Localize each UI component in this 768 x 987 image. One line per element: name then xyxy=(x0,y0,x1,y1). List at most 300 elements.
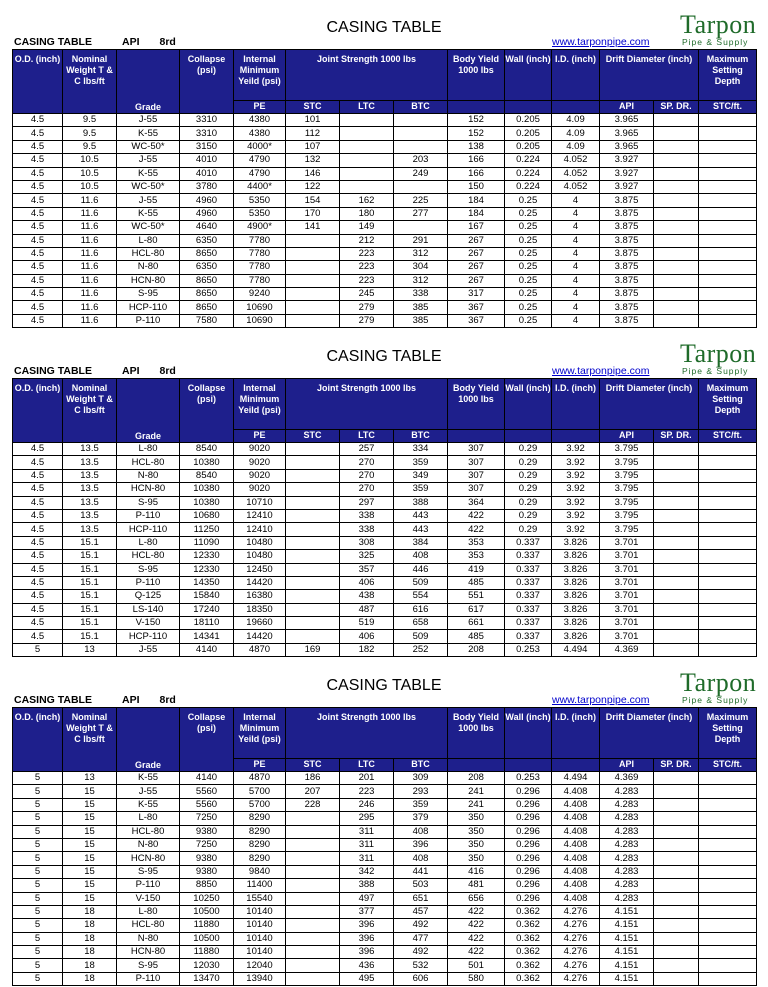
table-cell: 3.701 xyxy=(600,563,654,576)
table-cell: 12450 xyxy=(234,563,286,576)
logo-name: Tarpon xyxy=(680,339,757,368)
table-cell xyxy=(699,469,757,482)
table-cell: 5700 xyxy=(234,785,286,798)
table-cell: 3.826 xyxy=(552,590,600,603)
table-cell: 406 xyxy=(340,576,394,589)
table-cell: 15.1 xyxy=(63,536,117,549)
table-cell: 359 xyxy=(394,456,448,469)
table-cell: 9240 xyxy=(234,288,286,301)
table-cell: HCN-80 xyxy=(117,483,180,496)
table-row xyxy=(13,154,757,167)
table-cell: 3.826 xyxy=(552,630,600,643)
table-row xyxy=(13,590,757,603)
table-cell: 338 xyxy=(394,288,448,301)
table-cell xyxy=(699,523,757,536)
table-cell: 132 xyxy=(286,154,340,167)
table-cell xyxy=(699,496,757,509)
table-row xyxy=(13,314,757,327)
table-row xyxy=(13,207,757,220)
table-cell xyxy=(654,785,699,798)
table-row xyxy=(13,550,757,563)
table-cell: 15 xyxy=(63,798,117,811)
table-cell xyxy=(654,509,699,522)
table-cell: WC-50* xyxy=(117,221,180,234)
table-cell xyxy=(699,114,757,127)
table-row xyxy=(13,140,757,153)
table-cell: 0.362 xyxy=(505,932,552,945)
table-cell xyxy=(286,825,340,838)
table-cell: 10680 xyxy=(180,509,234,522)
table-cell: 223 xyxy=(340,261,394,274)
table-cell: 580 xyxy=(448,972,505,985)
col-btc: BTC xyxy=(394,430,448,443)
table-cell xyxy=(699,274,757,287)
table-cell: 4.052 xyxy=(552,167,600,180)
table-cell xyxy=(699,127,757,140)
table-cell: 241 xyxy=(448,798,505,811)
table-cell: 4.408 xyxy=(552,812,600,825)
table-row xyxy=(13,643,757,656)
table-cell: 4400* xyxy=(234,180,286,193)
table-cell: 0.296 xyxy=(505,812,552,825)
table-cell: 6350 xyxy=(180,234,234,247)
table-cell: 0.362 xyxy=(505,959,552,972)
table-cell: 18 xyxy=(63,946,117,959)
table-cell: 4.283 xyxy=(600,825,654,838)
table-cell: 4.5 xyxy=(13,261,63,274)
table-cell: 406 xyxy=(340,630,394,643)
table-cell: 15 xyxy=(63,879,117,892)
table-cell: 10710 xyxy=(234,496,286,509)
table-cell: 4.5 xyxy=(13,207,63,220)
table-cell xyxy=(654,314,699,327)
table-cell: 4.5 xyxy=(13,194,63,207)
table-cell xyxy=(654,879,699,892)
table-cell: 0.253 xyxy=(505,772,552,785)
table-row xyxy=(13,959,757,972)
col-body-yield-sub xyxy=(448,759,505,772)
table-cell xyxy=(699,154,757,167)
table-cell: 0.337 xyxy=(505,550,552,563)
table-cell: 15 xyxy=(63,812,117,825)
table-row xyxy=(13,180,757,193)
table-row xyxy=(13,443,757,456)
table-cell: HCL-80 xyxy=(117,456,180,469)
col-joint-strength: Joint Strength 1000 lbs xyxy=(286,50,448,101)
table-cell: 422 xyxy=(448,523,505,536)
table-cell: K-55 xyxy=(117,798,180,811)
table-cell: 13 xyxy=(63,643,117,656)
table-cell: K-55 xyxy=(117,207,180,220)
table-cell: 422 xyxy=(448,905,505,918)
col-sp-dr: SP. DR. xyxy=(654,101,699,114)
table-cell: 503 xyxy=(394,879,448,892)
table-row xyxy=(13,469,757,482)
table-cell: 0.205 xyxy=(505,127,552,140)
table-cell: 245 xyxy=(340,288,394,301)
table-cell: 0.224 xyxy=(505,167,552,180)
table-cell xyxy=(286,563,340,576)
table-cell: 3.875 xyxy=(600,207,654,220)
table-row xyxy=(13,563,757,576)
col-pe: PE xyxy=(234,759,286,772)
table-cell: K-55 xyxy=(117,167,180,180)
table-cell: 0.25 xyxy=(505,247,552,260)
table-cell: 353 xyxy=(448,536,505,549)
table-cell: 4.408 xyxy=(552,879,600,892)
table-cell xyxy=(699,234,757,247)
table-row xyxy=(13,536,757,549)
table-cell: 4870 xyxy=(234,643,286,656)
table-cell: 0.362 xyxy=(505,972,552,985)
table-cell: 5 xyxy=(13,643,63,656)
table-cell xyxy=(654,114,699,127)
table-cell: 5 xyxy=(13,865,63,878)
table-row xyxy=(13,167,757,180)
table-row xyxy=(13,221,757,234)
table-cell: 651 xyxy=(394,892,448,905)
table-cell xyxy=(699,536,757,549)
table-cell: S-95 xyxy=(117,865,180,878)
table-cell: 312 xyxy=(394,274,448,287)
api-label: API xyxy=(121,694,140,706)
table-cell: 14420 xyxy=(234,630,286,643)
table-cell xyxy=(286,301,340,314)
table-cell: S-95 xyxy=(117,563,180,576)
table-cell: 3.92 xyxy=(552,469,600,482)
table-cell xyxy=(654,456,699,469)
table-row xyxy=(13,194,757,207)
table-cell: 388 xyxy=(340,879,394,892)
table-cell: 10380 xyxy=(180,456,234,469)
table-cell: 207 xyxy=(286,785,340,798)
table-cell: 3.965 xyxy=(600,140,654,153)
table-cell: 12410 xyxy=(234,523,286,536)
table-cell: 3.92 xyxy=(552,509,600,522)
table-cell xyxy=(340,167,394,180)
table-cell: V-150 xyxy=(117,892,180,905)
table-cell: HCL-80 xyxy=(117,825,180,838)
table-cell xyxy=(699,301,757,314)
table-cell xyxy=(286,838,340,851)
table-cell: 4.5 xyxy=(13,127,63,140)
table-cell: 277 xyxy=(394,207,448,220)
table-cell xyxy=(286,496,340,509)
table-cell: 4.5 xyxy=(13,590,63,603)
table-cell: 0.296 xyxy=(505,825,552,838)
table-cell xyxy=(286,261,340,274)
table-cell: 8540 xyxy=(180,443,234,456)
table-row xyxy=(13,617,757,630)
table-cell: 15.1 xyxy=(63,590,117,603)
table-cell: 11880 xyxy=(180,919,234,932)
table-cell: 311 xyxy=(340,825,394,838)
col-btc: BTC xyxy=(394,759,448,772)
table-cell: HCL-80 xyxy=(117,550,180,563)
table-cell xyxy=(654,603,699,616)
table-cell xyxy=(286,603,340,616)
table-cell: P-110 xyxy=(117,314,180,327)
website-link[interactable]: www.tarponpipe.com xyxy=(552,36,650,48)
table-cell: 4140 xyxy=(180,643,234,656)
table-cell: 385 xyxy=(394,301,448,314)
table-cell: 4960 xyxy=(180,194,234,207)
logo-tagline: Pipe & Supply xyxy=(682,695,749,705)
table-cell: 15.1 xyxy=(63,617,117,630)
table-cell: 359 xyxy=(394,798,448,811)
table-cell: 5 xyxy=(13,932,63,945)
col-ltc: LTC xyxy=(340,430,394,443)
table-cell: 3.826 xyxy=(552,563,600,576)
table-cell: 15 xyxy=(63,838,117,851)
table-cell: 0.253 xyxy=(505,643,552,656)
col-collapse: Collapse (psi) xyxy=(180,379,234,443)
table-cell: 7780 xyxy=(234,274,286,287)
table-cell: P-110 xyxy=(117,509,180,522)
table-cell: L-80 xyxy=(117,443,180,456)
table-cell: 4.283 xyxy=(600,798,654,811)
table-cell: 4.494 xyxy=(552,643,600,656)
table-cell: 8850 xyxy=(180,879,234,892)
table-cell: 293 xyxy=(394,785,448,798)
table-cell: 5350 xyxy=(234,207,286,220)
table-cell: 12040 xyxy=(234,959,286,972)
col-id: I.D. (inch) xyxy=(552,379,600,430)
table-cell: 4 xyxy=(552,261,600,274)
col-stc-ft: STC/ft. xyxy=(699,759,757,772)
table-cell: 3.875 xyxy=(600,301,654,314)
table-cell: N-80 xyxy=(117,261,180,274)
table-cell: 0.25 xyxy=(505,314,552,327)
table-cell: 267 xyxy=(448,274,505,287)
table-cell: 408 xyxy=(394,825,448,838)
table-cell: 396 xyxy=(340,919,394,932)
col-grade: Grade xyxy=(117,708,180,772)
table-cell: 312 xyxy=(394,247,448,260)
table-cell xyxy=(340,154,394,167)
table-cell: 182 xyxy=(340,643,394,656)
table-cell: 5 xyxy=(13,785,63,798)
col-body-yield: Body Yield 1000 lbs xyxy=(448,379,505,430)
table-cell: 4 xyxy=(552,221,600,234)
table-cell: 408 xyxy=(394,852,448,865)
table-cell xyxy=(654,301,699,314)
table-cell: 338 xyxy=(340,523,394,536)
table-cell: 9380 xyxy=(180,852,234,865)
table-cell: 443 xyxy=(394,509,448,522)
table-cell: N-80 xyxy=(117,932,180,945)
table-cell xyxy=(286,892,340,905)
table-cell: 5 xyxy=(13,879,63,892)
table-cell xyxy=(286,288,340,301)
website-link[interactable]: www.tarponpipe.com xyxy=(552,694,650,706)
col-wall-sub xyxy=(505,759,552,772)
table-cell: 10.5 xyxy=(63,154,117,167)
logo-tagline: Pipe & Supply xyxy=(682,37,749,47)
website-link[interactable]: www.tarponpipe.com xyxy=(552,365,650,377)
table-cell xyxy=(654,154,699,167)
table-cell xyxy=(654,946,699,959)
table-cell: 0.337 xyxy=(505,536,552,549)
table-cell: 0.296 xyxy=(505,785,552,798)
table-cell: 15840 xyxy=(180,590,234,603)
table-cell: 422 xyxy=(448,932,505,945)
thread-label: 8rd xyxy=(159,36,176,48)
table-cell: 7780 xyxy=(234,261,286,274)
col-internal-min-yield: Internal Minimum Yeild (psi) xyxy=(234,379,286,430)
table-cell: 4.5 xyxy=(13,603,63,616)
table-cell xyxy=(699,180,757,193)
table-cell: 4.5 xyxy=(13,167,63,180)
table-cell: 107 xyxy=(286,140,340,153)
table-cell: 311 xyxy=(340,852,394,865)
table-cell: 3.927 xyxy=(600,154,654,167)
table-cell: 0.224 xyxy=(505,180,552,193)
col-internal-min-yield: Internal Minimum Yeild (psi) xyxy=(234,708,286,759)
table-cell xyxy=(654,865,699,878)
table-cell: 4 xyxy=(552,194,600,207)
table-cell xyxy=(654,932,699,945)
table-cell: 0.296 xyxy=(505,798,552,811)
table-cell: 15 xyxy=(63,785,117,798)
table-cell xyxy=(654,563,699,576)
table-cell: 616 xyxy=(394,603,448,616)
table-cell: 359 xyxy=(394,483,448,496)
table-cell: 5 xyxy=(13,959,63,972)
table-cell: K-55 xyxy=(117,127,180,140)
table-cell: 0.25 xyxy=(505,274,552,287)
table-cell: 3.92 xyxy=(552,483,600,496)
table-cell: S-95 xyxy=(117,959,180,972)
table-cell: Q-125 xyxy=(117,590,180,603)
table-cell xyxy=(699,643,757,656)
col-sp-dr: SP. DR. xyxy=(654,759,699,772)
table-cell: 0.224 xyxy=(505,154,552,167)
table-cell: 112 xyxy=(286,127,340,140)
table-cell: 4.5 xyxy=(13,509,63,522)
table-cell: P-110 xyxy=(117,972,180,985)
table-cell: 4010 xyxy=(180,154,234,167)
table-cell xyxy=(340,140,394,153)
col-pe: PE xyxy=(234,101,286,114)
table-cell: 4.151 xyxy=(600,919,654,932)
section-title: CASING TABLE xyxy=(326,19,442,36)
table-cell: 4.5 xyxy=(13,630,63,643)
table-cell: 487 xyxy=(340,603,394,616)
table-cell: 267 xyxy=(448,247,505,260)
table-row xyxy=(13,798,757,811)
table-cell: 5 xyxy=(13,972,63,985)
table-cell xyxy=(340,127,394,140)
table-cell: 0.29 xyxy=(505,523,552,536)
table-cell: 11.6 xyxy=(63,288,117,301)
table-cell: 9840 xyxy=(234,865,286,878)
table-row xyxy=(13,972,757,985)
table-cell xyxy=(654,798,699,811)
table-cell: 4.5 xyxy=(13,563,63,576)
table-cell xyxy=(654,496,699,509)
table-cell: 519 xyxy=(340,617,394,630)
table-cell: 4.5 xyxy=(13,469,63,482)
table-cell: 11090 xyxy=(180,536,234,549)
table-cell: 4 xyxy=(552,207,600,220)
table-row xyxy=(13,603,757,616)
table-cell: 4.276 xyxy=(552,905,600,918)
col-od: O.D. (inch) xyxy=(13,708,63,772)
table-cell: 11.6 xyxy=(63,194,117,207)
table-cell: 509 xyxy=(394,576,448,589)
table-cell xyxy=(699,825,757,838)
table-cell xyxy=(654,905,699,918)
table-cell: S-95 xyxy=(117,496,180,509)
table-cell: 169 xyxy=(286,643,340,656)
table-cell: 162 xyxy=(340,194,394,207)
table-cell xyxy=(286,959,340,972)
table-cell xyxy=(286,812,340,825)
table-cell: 408 xyxy=(394,550,448,563)
table-cell: 149 xyxy=(340,221,394,234)
table-cell: 8290 xyxy=(234,838,286,851)
table-cell: 422 xyxy=(448,919,505,932)
table-cell xyxy=(286,247,340,260)
table-cell: 3.92 xyxy=(552,456,600,469)
table-cell: 4.5 xyxy=(13,221,63,234)
table-cell xyxy=(654,194,699,207)
table-cell: HCN-80 xyxy=(117,852,180,865)
table-cell: LS-140 xyxy=(117,603,180,616)
col-pe: PE xyxy=(234,430,286,443)
table-cell: 15.1 xyxy=(63,550,117,563)
table-row xyxy=(13,288,757,301)
table-cell: 241 xyxy=(448,785,505,798)
table-cell: 4.09 xyxy=(552,114,600,127)
table-cell: 4.5 xyxy=(13,247,63,260)
table-cell: HCP-110 xyxy=(117,301,180,314)
table-cell: 4.052 xyxy=(552,154,600,167)
table-cell: 0.296 xyxy=(505,838,552,851)
table-cell: 4.5 xyxy=(13,576,63,589)
table-cell xyxy=(286,234,340,247)
table-cell: 184 xyxy=(448,207,505,220)
table-cell: 7780 xyxy=(234,247,286,260)
table-cell: 0.362 xyxy=(505,905,552,918)
table-cell: 11.6 xyxy=(63,221,117,234)
table-cell xyxy=(699,140,757,153)
table-cell: 4960 xyxy=(180,207,234,220)
table-cell xyxy=(394,180,448,193)
table-cell: 5 xyxy=(13,852,63,865)
api-label: API xyxy=(121,365,140,377)
col-max-setting-depth: Maximum Setting Depth xyxy=(699,379,757,430)
table-cell: 0.25 xyxy=(505,261,552,274)
table-cell: WC-50* xyxy=(117,140,180,153)
table-cell: 457 xyxy=(394,905,448,918)
table-cell: 4.5 xyxy=(13,114,63,127)
col-sp-dr: SP. DR. xyxy=(654,430,699,443)
table-cell: 223 xyxy=(340,247,394,260)
tarpon-logo xyxy=(668,668,758,706)
table-cell: 4010 xyxy=(180,167,234,180)
section-subtitle xyxy=(14,694,176,706)
table-cell: 7580 xyxy=(180,314,234,327)
table-cell xyxy=(699,919,757,932)
table-cell: 388 xyxy=(394,496,448,509)
table-cell: 4.151 xyxy=(600,959,654,972)
table-cell xyxy=(699,563,757,576)
table-cell: 8290 xyxy=(234,852,286,865)
col-grade: Grade xyxy=(117,50,180,114)
table-cell: 10140 xyxy=(234,919,286,932)
